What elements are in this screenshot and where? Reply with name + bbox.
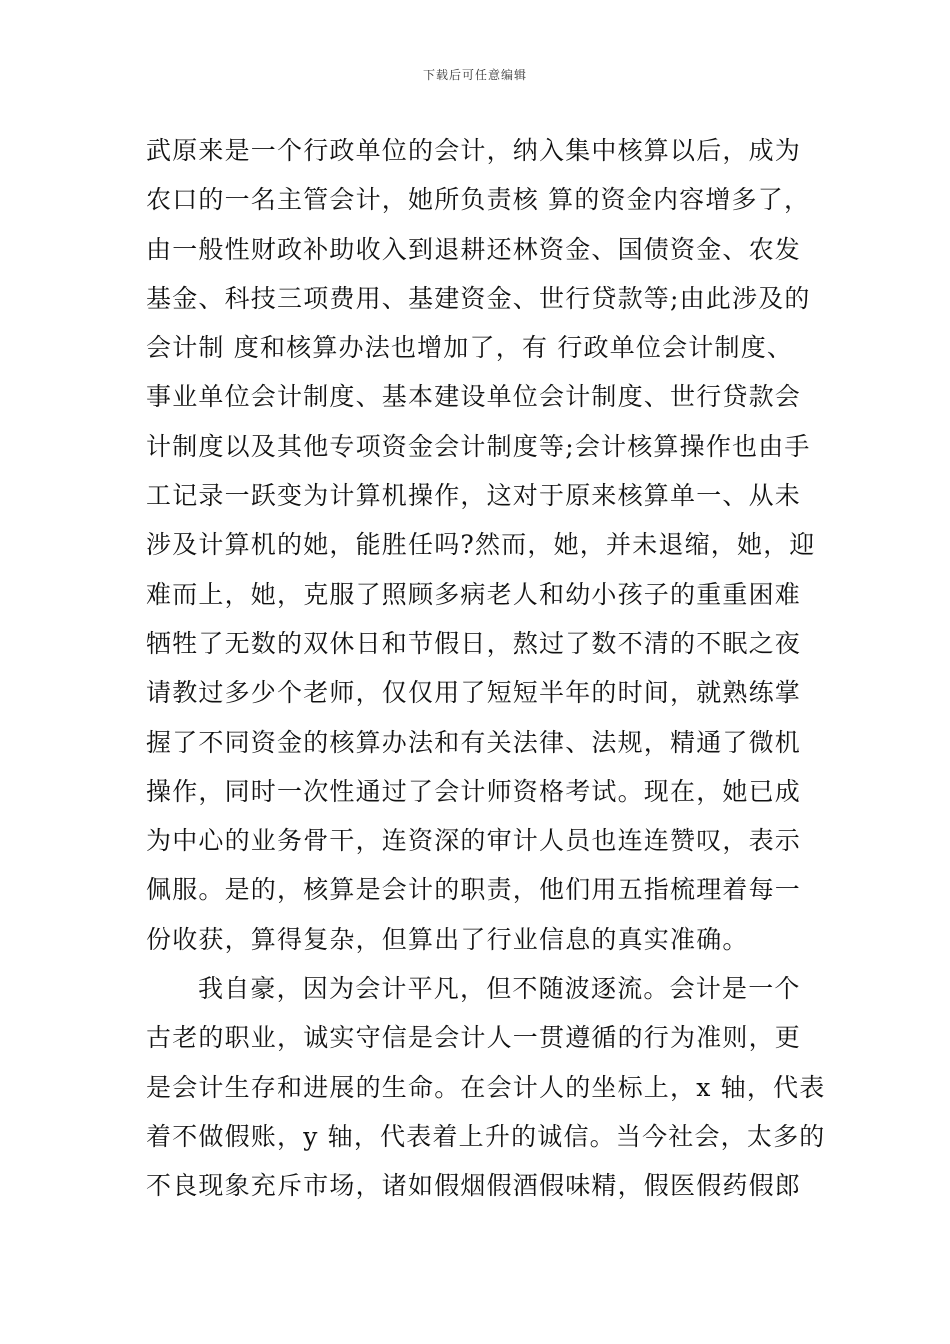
page-header: 下载后可任意编辑 <box>422 68 527 82</box>
text-line: 古老的职业，诚实守信是会计人一贯遵循的行为准则，更 <box>146 1023 802 1053</box>
text-line: 会计制 度和核算办法也增加了，有 行政单位会计制度、 <box>146 333 794 363</box>
body-text <box>146 126 826 1211</box>
text-line: 难而上，她，克服了照顾多病老人和幼小孩子的重重困难 <box>146 579 802 609</box>
text-line: 为中心的业务骨干，连资深的审计人员也连连赞叹，表示 <box>146 826 802 856</box>
paragraph-first-line: 我自豪，因为会计平凡，但不随波逐流。会计是一个 <box>198 974 801 1004</box>
text-line: 着不做假账，y 轴，代表着上升的诚信。当今社会，太多的 <box>146 1121 826 1151</box>
text-line: 计制度以及其他专项资金会计制度等;会计核算操作也由手 <box>146 431 811 461</box>
text-line: 武原来是一个行政单位的会计，纳入集中核算以后，成为 <box>146 136 802 165</box>
text-line: 基金、科技三项费用、基建资金、世行贷款等;由此涉及的 <box>146 283 811 313</box>
text-line: 牺牲了无数的双休日和节假日，熬过了数不清的不眠之夜 <box>146 628 802 658</box>
text-line: 不良现象充斥市场，诸如假烟假酒假味精，假医假药假郎 <box>146 1171 802 1201</box>
text-line: 事业单位会计制度、基本建设单位会计制度、世行贷款会 <box>146 382 802 412</box>
text-line: 由一般性财政补助收入到退耕还林资金、国债资金、农发 <box>146 234 802 264</box>
text-line: 农口的一名主管会计，她所负责核 算的资金内容增多了， <box>146 185 811 215</box>
text-line: 握了不同资金的核算办法和有关法律、法规，精通了微机 <box>146 727 802 757</box>
text-line: 操作，同时一次性通过了会计师资格考试。现在，她已成 <box>146 776 802 806</box>
text-line: 工记录一跃变为计算机操作，这对于原来核算单一、从未 <box>146 481 802 511</box>
text-line: 请教过多少个老师，仅仅用了短短半年的时间，就熟练掌 <box>146 678 802 708</box>
text-line: 是会计生存和进展的生命。在会计人的坐标上，x 轴，代表 <box>146 1072 826 1102</box>
text-line: 涉及计算机的她，能胜任吗?然而，她，并未退缩，她，迎 <box>146 530 816 560</box>
text-line: 份收获，算得复杂，但算出了行业信息的真实准确。 <box>146 924 749 954</box>
text-line: 佩服。是的，核算是会计的职责，他们用五指梳理着每一 <box>146 875 802 905</box>
